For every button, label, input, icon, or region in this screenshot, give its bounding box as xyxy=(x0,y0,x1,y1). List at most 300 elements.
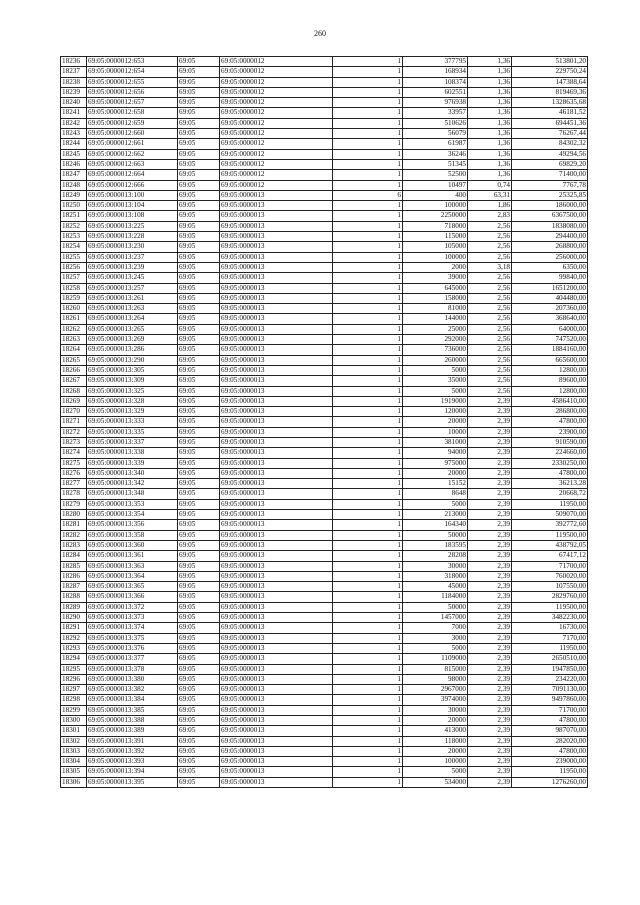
table-row xyxy=(61,283,588,293)
cadastral-block: 69:05:0000013 xyxy=(220,407,333,417)
group-code: 1 xyxy=(333,407,403,417)
specific-value: 1,36 xyxy=(468,87,512,97)
area-value: 602551 xyxy=(403,87,468,97)
area-value: 51345 xyxy=(403,159,468,169)
specific-value: 2,39 xyxy=(468,695,512,705)
cadastral-number: 69:05:0000013:372 xyxy=(87,602,178,612)
specific-value: 2,39 xyxy=(468,654,512,664)
area-value: 39000 xyxy=(403,273,468,283)
cadastral-value: 268800,00 xyxy=(512,242,588,252)
specific-value: 2,39 xyxy=(468,664,512,674)
area-value: 158000 xyxy=(403,293,468,303)
cadastral-value: 7091130,00 xyxy=(512,685,588,695)
cadastral-value: 509070,00 xyxy=(512,510,588,520)
cadastral-block: 69:05:0000013 xyxy=(220,757,333,767)
specific-value: 1,86 xyxy=(468,201,512,211)
row-number: 18300 xyxy=(61,716,87,726)
group-code: 1 xyxy=(333,582,403,592)
area-value: 100000 xyxy=(403,201,468,211)
district-code: 69:05 xyxy=(178,262,220,272)
cadastral-block: 69:05:0000013 xyxy=(220,304,333,314)
area-value: 45000 xyxy=(403,582,468,592)
cadastral-value: 71700,00 xyxy=(512,561,588,571)
cadastral-number: 69:05:0000013:389 xyxy=(87,726,178,736)
district-code: 69:05 xyxy=(178,479,220,489)
cadastral-block: 69:05:0000013 xyxy=(220,746,333,756)
table-row xyxy=(61,98,588,108)
specific-value: 2,39 xyxy=(468,396,512,406)
area-value: 36246 xyxy=(403,149,468,159)
cadastral-value: 46181,52 xyxy=(512,108,588,118)
district-code: 69:05 xyxy=(178,314,220,324)
cadastral-value: 229750,24 xyxy=(512,67,588,77)
district-code: 69:05 xyxy=(178,777,220,787)
table-row xyxy=(61,139,588,149)
cadastral-block: 69:05:0000013 xyxy=(220,736,333,746)
specific-value: 2,39 xyxy=(468,530,512,540)
area-value: 52500 xyxy=(403,170,468,180)
table-row xyxy=(61,386,588,396)
table-row xyxy=(61,726,588,736)
cadastral-block: 69:05:0000013 xyxy=(220,592,333,602)
table-row xyxy=(61,489,588,499)
area-value: 5000 xyxy=(403,386,468,396)
district-code: 69:05 xyxy=(178,335,220,345)
group-code: 1 xyxy=(333,108,403,118)
specific-value: 2,39 xyxy=(468,520,512,530)
row-number: 18270 xyxy=(61,407,87,417)
cadastral-value: 1884160,00 xyxy=(512,345,588,355)
district-code: 69:05 xyxy=(178,530,220,540)
row-number: 18287 xyxy=(61,582,87,592)
district-code: 69:05 xyxy=(178,242,220,252)
district-code: 69:05 xyxy=(178,561,220,571)
cadastral-block: 69:05:0000013 xyxy=(220,499,333,509)
area-value: 120000 xyxy=(403,407,468,417)
row-number: 18237 xyxy=(61,67,87,77)
cadastral-block: 69:05:0000013 xyxy=(220,561,333,571)
group-code: 1 xyxy=(333,149,403,159)
cadastral-value: 47800,00 xyxy=(512,417,588,427)
cadastral-block: 69:05:0000013 xyxy=(220,345,333,355)
group-code: 1 xyxy=(333,540,403,550)
group-code: 1 xyxy=(333,664,403,674)
specific-value: 2,56 xyxy=(468,335,512,345)
row-number: 18306 xyxy=(61,777,87,787)
cadastral-value: 49294,56 xyxy=(512,149,588,159)
area-value: 50000 xyxy=(403,602,468,612)
specific-value: 1,36 xyxy=(468,170,512,180)
specific-value: 2,39 xyxy=(468,510,512,520)
specific-value: 1,36 xyxy=(468,57,512,67)
cadastral-value: 6367500,00 xyxy=(512,211,588,221)
area-value: 318000 xyxy=(403,571,468,581)
cadastral-value: 25325,85 xyxy=(512,190,588,200)
group-code: 1 xyxy=(333,159,403,169)
group-code: 1 xyxy=(333,623,403,633)
group-code: 1 xyxy=(333,57,403,67)
area-value: 400 xyxy=(403,190,468,200)
cadastral-number: 69:05:0000013:337 xyxy=(87,437,178,447)
table-row xyxy=(61,540,588,550)
table-row xyxy=(61,427,588,437)
table-row xyxy=(61,396,588,406)
cadastral-number: 69:05:0000013:269 xyxy=(87,335,178,345)
row-number: 18277 xyxy=(61,479,87,489)
cadastral-block: 69:05:0000013 xyxy=(220,767,333,777)
area-value: 1457000 xyxy=(403,613,468,623)
cadastral-number: 69:05:0000013:378 xyxy=(87,664,178,674)
district-code: 69:05 xyxy=(178,674,220,684)
cadastral-value: 513801,20 xyxy=(512,57,588,67)
cadastral-block: 69:05:0000013 xyxy=(220,211,333,221)
area-value: 30000 xyxy=(403,705,468,715)
group-code: 1 xyxy=(333,273,403,283)
district-code: 69:05 xyxy=(178,592,220,602)
table-row xyxy=(61,355,588,365)
row-number: 18273 xyxy=(61,437,87,447)
cadastral-value: 6350,00 xyxy=(512,262,588,272)
table-row xyxy=(61,633,588,643)
group-code: 1 xyxy=(333,613,403,623)
group-code: 1 xyxy=(333,695,403,705)
cadastral-value: 286800,00 xyxy=(512,407,588,417)
row-number: 18278 xyxy=(61,489,87,499)
cadastral-value: 12800,00 xyxy=(512,386,588,396)
cadastral-number: 69:05:0000012:660 xyxy=(87,129,178,139)
row-number: 18272 xyxy=(61,427,87,437)
cadastral-number: 69:05:0000013:395 xyxy=(87,777,178,787)
row-number: 18249 xyxy=(61,190,87,200)
table-row xyxy=(61,499,588,509)
group-code: 1 xyxy=(333,736,403,746)
area-value: 33957 xyxy=(403,108,468,118)
cadastral-block: 69:05:0000013 xyxy=(220,221,333,231)
row-number: 18303 xyxy=(61,746,87,756)
group-code: 1 xyxy=(333,355,403,365)
cadastral-number: 69:05:0000013:237 xyxy=(87,252,178,262)
area-value: 213000 xyxy=(403,510,468,520)
group-code: 1 xyxy=(333,602,403,612)
cadastral-value: 119500,00 xyxy=(512,530,588,540)
district-code: 69:05 xyxy=(178,736,220,746)
cadastral-value: 71400,00 xyxy=(512,170,588,180)
cadastral-number: 69:05:0000012:658 xyxy=(87,108,178,118)
specific-value: 2,39 xyxy=(468,540,512,550)
district-code: 69:05 xyxy=(178,77,220,87)
group-code: 1 xyxy=(333,335,403,345)
table-row xyxy=(61,613,588,623)
table-row xyxy=(61,376,588,386)
cadastral-number: 69:05:0000013:382 xyxy=(87,685,178,695)
cadastral-value: 69829,20 xyxy=(512,159,588,169)
area-value: 118000 xyxy=(403,736,468,746)
cadastral-value: 1651200,00 xyxy=(512,283,588,293)
table-row xyxy=(61,304,588,314)
area-value: 144000 xyxy=(403,314,468,324)
group-code: 1 xyxy=(333,129,403,139)
cadastral-value: 987070,00 xyxy=(512,726,588,736)
cadastral-number: 69:05:0000013:348 xyxy=(87,489,178,499)
area-value: 183595 xyxy=(403,540,468,550)
cadastral-number: 69:05:0000013:356 xyxy=(87,520,178,530)
cadastral-value: 16730,00 xyxy=(512,623,588,633)
cadastral-number: 69:05:0000013:342 xyxy=(87,479,178,489)
row-number: 18256 xyxy=(61,262,87,272)
district-code: 69:05 xyxy=(178,396,220,406)
row-number: 18248 xyxy=(61,180,87,190)
cadastral-value: 84302,32 xyxy=(512,139,588,149)
area-value: 100000 xyxy=(403,757,468,767)
area-value: 94000 xyxy=(403,448,468,458)
group-code: 1 xyxy=(333,746,403,756)
cadastral-block: 69:05:0000013 xyxy=(220,437,333,447)
row-number: 18238 xyxy=(61,77,87,87)
cadastral-value: 7767,78 xyxy=(512,180,588,190)
area-value: 100000 xyxy=(403,252,468,262)
specific-value: 2,39 xyxy=(468,437,512,447)
group-code: 1 xyxy=(333,437,403,447)
specific-value: 2,56 xyxy=(468,221,512,231)
district-code: 69:05 xyxy=(178,582,220,592)
area-value: 164340 xyxy=(403,520,468,530)
group-code: 1 xyxy=(333,571,403,581)
table-row xyxy=(61,345,588,355)
table-row xyxy=(61,767,588,777)
cadastral-number: 69:05:0000013:363 xyxy=(87,561,178,571)
cadastral-number: 69:05:0000013:385 xyxy=(87,705,178,715)
specific-value: 0,74 xyxy=(468,180,512,190)
specific-value: 2,39 xyxy=(468,726,512,736)
district-code: 69:05 xyxy=(178,98,220,108)
area-value: 381000 xyxy=(403,437,468,447)
district-code: 69:05 xyxy=(178,221,220,231)
cadastral-number: 69:05:0000012:655 xyxy=(87,77,178,87)
specific-value: 2,56 xyxy=(468,293,512,303)
table-row xyxy=(61,221,588,231)
table-row xyxy=(61,458,588,468)
cadastral-block: 69:05:0000013 xyxy=(220,468,333,478)
cadastral-block: 69:05:0000012 xyxy=(220,118,333,128)
group-code: 1 xyxy=(333,139,403,149)
area-value: 10000 xyxy=(403,427,468,437)
table-row xyxy=(61,643,588,653)
cadastral-number: 69:05:0000013:380 xyxy=(87,674,178,684)
table-row xyxy=(61,551,588,561)
cadastral-value: 11950,00 xyxy=(512,499,588,509)
cadastral-number: 69:05:0000013:366 xyxy=(87,592,178,602)
cadastral-number: 69:05:0000013:388 xyxy=(87,716,178,726)
group-code: 1 xyxy=(333,767,403,777)
cadastral-value: 99840,00 xyxy=(512,273,588,283)
table-row xyxy=(61,654,588,664)
specific-value: 2,39 xyxy=(468,767,512,777)
cadastral-block: 69:05:0000012 xyxy=(220,170,333,180)
specific-value: 2,39 xyxy=(468,643,512,653)
table-row xyxy=(61,67,588,77)
cadastral-value: 2330250,00 xyxy=(512,458,588,468)
cadastral-number: 69:05:0000013:339 xyxy=(87,458,178,468)
district-code: 69:05 xyxy=(178,623,220,633)
cadastral-block: 69:05:0000013 xyxy=(220,396,333,406)
table-row xyxy=(61,87,588,97)
specific-value: 2,56 xyxy=(468,304,512,314)
district-code: 69:05 xyxy=(178,293,220,303)
cadastral-number: 69:05:0000013:257 xyxy=(87,283,178,293)
cadastral-number: 69:05:0000013:354 xyxy=(87,510,178,520)
district-code: 69:05 xyxy=(178,304,220,314)
area-value: 3000 xyxy=(403,633,468,643)
cadastral-block: 69:05:0000013 xyxy=(220,520,333,530)
cadastral-block: 69:05:0000013 xyxy=(220,262,333,272)
cadastral-value: 294400,00 xyxy=(512,232,588,242)
cadastral-value: 67417,12 xyxy=(512,551,588,561)
table-row xyxy=(61,170,588,180)
cadastral-number: 69:05:0000013:264 xyxy=(87,314,178,324)
cadastral-block: 69:05:0000013 xyxy=(220,201,333,211)
cadastral-value: 207360,00 xyxy=(512,304,588,314)
district-code: 69:05 xyxy=(178,458,220,468)
cadastral-number: 69:05:0000013:361 xyxy=(87,551,178,561)
cadastral-number: 69:05:0000013:261 xyxy=(87,293,178,303)
row-number: 18251 xyxy=(61,211,87,221)
specific-value: 2,56 xyxy=(468,376,512,386)
cadastral-number: 69:05:0000013:239 xyxy=(87,262,178,272)
cadastral-value: 1947850,00 xyxy=(512,664,588,674)
cadastral-number: 69:05:0000013:374 xyxy=(87,623,178,633)
cadastral-value: 747520,00 xyxy=(512,335,588,345)
row-number: 18267 xyxy=(61,376,87,386)
cadastral-number: 69:05:0000012:654 xyxy=(87,67,178,77)
cadastral-value: 89600,00 xyxy=(512,376,588,386)
row-number: 18240 xyxy=(61,98,87,108)
cadastral-value: 20668,72 xyxy=(512,489,588,499)
district-code: 69:05 xyxy=(178,149,220,159)
group-code: 1 xyxy=(333,726,403,736)
cadastral-block: 69:05:0000013 xyxy=(220,643,333,653)
specific-value: 2,39 xyxy=(468,685,512,695)
row-number: 18261 xyxy=(61,314,87,324)
specific-value: 2,39 xyxy=(468,736,512,746)
group-code: 1 xyxy=(333,170,403,180)
district-code: 69:05 xyxy=(178,448,220,458)
area-value: 292000 xyxy=(403,335,468,345)
group-code: 1 xyxy=(333,777,403,787)
district-code: 69:05 xyxy=(178,643,220,653)
area-value: 28208 xyxy=(403,551,468,561)
cadastral-number: 69:05:0000012:657 xyxy=(87,98,178,108)
cadastral-number: 69:05:0000013:353 xyxy=(87,499,178,509)
cadastral-block: 69:05:0000013 xyxy=(220,685,333,695)
district-code: 69:05 xyxy=(178,705,220,715)
table-row xyxy=(61,149,588,159)
cadastral-value: 239000,00 xyxy=(512,757,588,767)
cadastral-block: 69:05:0000013 xyxy=(220,417,333,427)
cadastral-value: 119500,00 xyxy=(512,602,588,612)
specific-value: 2,39 xyxy=(468,613,512,623)
group-code: 1 xyxy=(333,757,403,767)
row-number: 18258 xyxy=(61,283,87,293)
cadastral-number: 69:05:0000013:377 xyxy=(87,654,178,664)
cadastral-number: 69:05:0000012:656 xyxy=(87,87,178,97)
cadastral-number: 69:05:0000013:265 xyxy=(87,324,178,334)
cadastral-number: 69:05:0000013:338 xyxy=(87,448,178,458)
cadastral-value: 147388,64 xyxy=(512,77,588,87)
area-value: 5000 xyxy=(403,767,468,777)
specific-value: 2,39 xyxy=(468,633,512,643)
cadastral-block: 69:05:0000013 xyxy=(220,324,333,334)
district-code: 69:05 xyxy=(178,283,220,293)
area-value: 35000 xyxy=(403,376,468,386)
cadastral-block: 69:05:0000012 xyxy=(220,67,333,77)
row-number: 18262 xyxy=(61,324,87,334)
cadastral-block: 69:05:0000012 xyxy=(220,139,333,149)
cadastral-block: 69:05:0000012 xyxy=(220,77,333,87)
area-value: 50000 xyxy=(403,530,468,540)
district-code: 69:05 xyxy=(178,108,220,118)
area-value: 20000 xyxy=(403,417,468,427)
specific-value: 2,39 xyxy=(468,407,512,417)
row-number: 18244 xyxy=(61,139,87,149)
district-code: 69:05 xyxy=(178,746,220,756)
district-code: 69:05 xyxy=(178,407,220,417)
district-code: 69:05 xyxy=(178,129,220,139)
district-code: 69:05 xyxy=(178,571,220,581)
cadastral-value: 1838080,00 xyxy=(512,221,588,231)
area-value: 975000 xyxy=(403,458,468,468)
specific-value: 2,39 xyxy=(468,448,512,458)
area-value: 20000 xyxy=(403,468,468,478)
district-code: 69:05 xyxy=(178,376,220,386)
specific-value: 2,39 xyxy=(468,561,512,571)
row-number: 18236 xyxy=(61,57,87,67)
specific-value: 2,39 xyxy=(468,417,512,427)
table-row xyxy=(61,602,588,612)
cadastral-block: 69:05:0000013 xyxy=(220,427,333,437)
district-code: 69:05 xyxy=(178,489,220,499)
district-code: 69:05 xyxy=(178,232,220,242)
table-row xyxy=(61,685,588,695)
table-row xyxy=(61,674,588,684)
table-row xyxy=(61,335,588,345)
cadastral-value: 3482230,00 xyxy=(512,613,588,623)
area-value: 7000 xyxy=(403,623,468,633)
row-number: 18253 xyxy=(61,232,87,242)
row-number: 18299 xyxy=(61,705,87,715)
row-number: 18304 xyxy=(61,757,87,767)
table-row xyxy=(61,437,588,447)
specific-value: 2,39 xyxy=(468,674,512,684)
row-number: 18246 xyxy=(61,159,87,169)
cadastral-number: 69:05:0000013:263 xyxy=(87,304,178,314)
district-code: 69:05 xyxy=(178,252,220,262)
specific-value: 1,36 xyxy=(468,159,512,169)
group-code: 1 xyxy=(333,211,403,221)
area-value: 20000 xyxy=(403,716,468,726)
cadastral-block: 69:05:0000013 xyxy=(220,726,333,736)
cadastral-number: 69:05:0000013:365 xyxy=(87,582,178,592)
cadastral-block: 69:05:0000012 xyxy=(220,108,333,118)
group-code: 1 xyxy=(333,180,403,190)
row-number: 18259 xyxy=(61,293,87,303)
group-code: 1 xyxy=(333,221,403,231)
cadastral-value: 2829760,00 xyxy=(512,592,588,602)
cadastral-value: 186000,00 xyxy=(512,201,588,211)
cadastral-value: 47800,00 xyxy=(512,746,588,756)
cadastral-value: 282020,00 xyxy=(512,736,588,746)
cadastral-block: 69:05:0000013 xyxy=(220,479,333,489)
district-code: 69:05 xyxy=(178,118,220,128)
